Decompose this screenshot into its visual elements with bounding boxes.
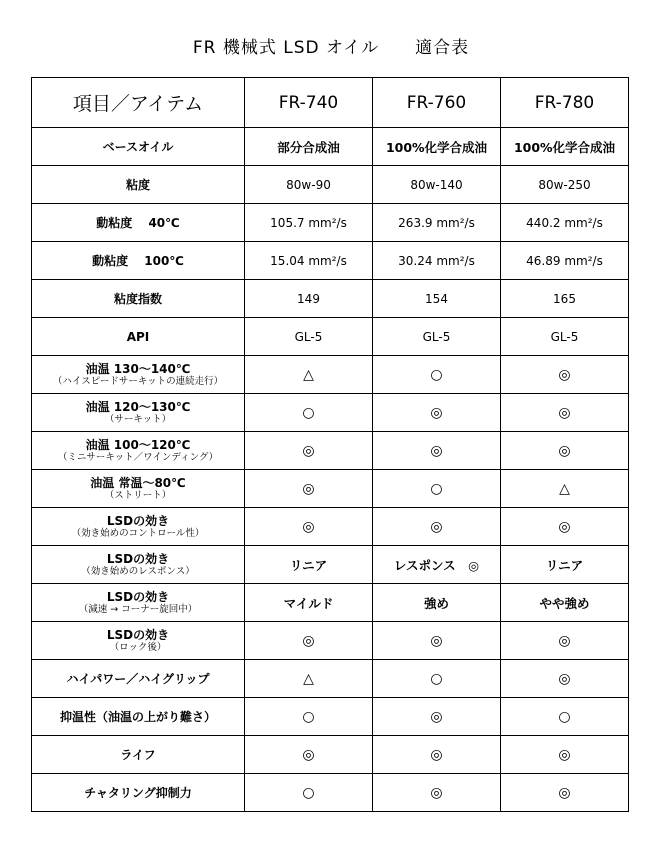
value-cell-fr-760 (373, 698, 501, 736)
header-item: 項目／アイテム (32, 78, 245, 128)
value-cell-fr-740 (245, 318, 373, 356)
value-text: マイルド (283, 595, 334, 611)
row-item-label: 油温 100～120℃ (85, 438, 191, 452)
table-row (32, 432, 629, 470)
value-cell-fr-780 (501, 356, 629, 394)
value-text: 100%化学合成油 (513, 139, 616, 155)
value-cell-fr-760 (373, 204, 501, 242)
row-item-label: 油温 120～130℃ (85, 400, 191, 414)
value-cell-fr-780 (501, 128, 629, 166)
row-item-label: LSDの効き (106, 628, 170, 642)
value-text: 15.04 mm²/s (270, 253, 347, 268)
row-item-label: 粘度指数 (113, 291, 162, 306)
value-text: 263.9 mm²/s (398, 215, 475, 230)
row-item-cell (32, 774, 245, 812)
table-row (32, 584, 629, 622)
value-cell-fr-740 (245, 660, 373, 698)
value-cell-fr-740 (245, 470, 373, 508)
row-item-label: 油温 130～140℃ (85, 362, 191, 376)
value-cell-fr-760 (373, 546, 501, 584)
row-item-note: （ロック後） (109, 642, 167, 653)
row-item-note: （サーキット） (104, 414, 172, 425)
row-item-label: ライフ (120, 747, 156, 762)
value-text: 149 (297, 291, 320, 306)
value-text: レスポンス ◎ (393, 557, 480, 573)
row-item-note: （効き始めのコントロール性） (71, 528, 205, 539)
table-row (32, 774, 629, 812)
header-fr-740: FR-740 (245, 78, 373, 128)
row-item-label: 抑温性（油温の上がり難さ） (59, 709, 216, 724)
value-cell-fr-760 (373, 166, 501, 204)
value-cell-fr-740 (245, 394, 373, 432)
row-item-cell (32, 584, 245, 622)
rating-mark: ◎ (302, 442, 315, 459)
rating-mark: ◎ (558, 366, 571, 383)
row-item-label: チャタリング抑制力 (84, 785, 192, 800)
value-cell-fr-740 (245, 622, 373, 660)
row-item-label: 油温 常温～80℃ (90, 476, 186, 490)
row-item-cell (32, 546, 245, 584)
value-cell-fr-740 (245, 736, 373, 774)
rating-mark: ◎ (302, 480, 315, 497)
table-row (32, 698, 629, 736)
table-row (32, 660, 629, 698)
rating-mark: ◎ (558, 632, 571, 649)
table-row (32, 318, 629, 356)
row-item-note: （ミニサーキット／ワインディング） (57, 452, 219, 463)
value-cell-fr-740 (245, 774, 373, 812)
header-fr-760: FR-760 (373, 78, 501, 128)
rating-mark: ◎ (430, 708, 443, 725)
table-body (32, 128, 629, 812)
row-item-label: 粘度 (125, 177, 150, 192)
row-item-cell (32, 280, 245, 318)
compatibility-table (31, 77, 629, 812)
value-text: 165 (553, 291, 576, 306)
row-item-note: （ストリート） (104, 490, 172, 501)
rating-mark: ○ (430, 480, 443, 497)
value-cell-fr-760 (373, 128, 501, 166)
row-item-label: ハイパワー／ハイグリップ (66, 671, 210, 686)
rating-mark: △ (303, 670, 314, 687)
value-cell-fr-780 (501, 622, 629, 660)
value-text: 100%化学合成油 (385, 139, 488, 155)
value-text: 80w-250 (538, 177, 591, 192)
rating-mark: ○ (302, 708, 315, 725)
value-cell-fr-780 (501, 736, 629, 774)
rating-mark: ◎ (558, 404, 571, 421)
table-row (32, 204, 629, 242)
value-cell-fr-780 (501, 584, 629, 622)
rating-mark: ◎ (302, 746, 315, 763)
table-row (32, 242, 629, 280)
value-cell-fr-760 (373, 280, 501, 318)
row-item-label: 動粘度 100℃ (92, 253, 184, 268)
value-text: 部分合成油 (277, 139, 340, 155)
rating-mark: ○ (302, 784, 315, 801)
rating-mark: ◎ (430, 518, 443, 535)
value-cell-fr-780 (501, 242, 629, 280)
row-item-note: （減速 → コーナー旋回中） (78, 604, 198, 615)
table-row (32, 166, 629, 204)
value-cell-fr-760 (373, 242, 501, 280)
value-cell-fr-780 (501, 660, 629, 698)
row-item-cell (32, 318, 245, 356)
value-cell-fr-760 (373, 356, 501, 394)
rating-mark: ◎ (558, 670, 571, 687)
value-cell-fr-740 (245, 128, 373, 166)
value-cell-fr-740 (245, 584, 373, 622)
value-text: やや強め (539, 595, 590, 611)
value-text: 154 (425, 291, 448, 306)
value-cell-fr-780 (501, 470, 629, 508)
value-cell-fr-760 (373, 432, 501, 470)
table-row (32, 128, 629, 166)
value-cell-fr-760 (373, 508, 501, 546)
document-title: FR 機械式 LSD オイル 適合表 (192, 38, 470, 58)
value-text: リニア (289, 557, 328, 573)
row-item-cell (32, 470, 245, 508)
value-text: GL-5 (294, 329, 323, 344)
value-cell-fr-740 (245, 356, 373, 394)
row-item-cell (32, 736, 245, 774)
row-item-cell (32, 166, 245, 204)
value-cell-fr-780 (501, 280, 629, 318)
table-row (32, 470, 629, 508)
row-item-cell (32, 508, 245, 546)
value-cell-fr-780 (501, 204, 629, 242)
value-cell-fr-780 (501, 546, 629, 584)
row-item-cell (32, 204, 245, 242)
value-text: 105.7 mm²/s (270, 215, 347, 230)
value-cell-fr-780 (501, 774, 629, 812)
value-text: GL-5 (550, 329, 579, 344)
rating-mark: ○ (302, 404, 315, 421)
value-cell-fr-740 (245, 508, 373, 546)
table-row (32, 622, 629, 660)
rating-mark: ◎ (558, 784, 571, 801)
header-row (32, 78, 629, 128)
row-item-note: （ハイスピードサーキットの連続走行） (52, 376, 224, 387)
value-cell-fr-780 (501, 318, 629, 356)
table-row (32, 280, 629, 318)
value-cell-fr-760 (373, 584, 501, 622)
value-cell-fr-740 (245, 698, 373, 736)
value-text: 80w-140 (410, 177, 463, 192)
row-item-cell (32, 660, 245, 698)
value-cell-fr-740 (245, 166, 373, 204)
value-cell-fr-760 (373, 622, 501, 660)
rating-mark: ◎ (302, 518, 315, 535)
row-item-note: （効き始めのレスポンス） (81, 566, 195, 577)
row-item-label: LSDの効き (106, 552, 170, 566)
value-cell-fr-740 (245, 546, 373, 584)
row-item-cell (32, 698, 245, 736)
table-row (32, 736, 629, 774)
value-cell-fr-740 (245, 280, 373, 318)
rating-mark: ◎ (430, 404, 443, 421)
row-item-cell (32, 356, 245, 394)
rating-mark: △ (559, 480, 570, 497)
row-item-label: LSDの効き (106, 590, 170, 604)
row-item-label: ベースオイル (102, 139, 174, 154)
value-cell-fr-780 (501, 432, 629, 470)
rating-mark: △ (303, 366, 314, 383)
rating-mark: ◎ (558, 518, 571, 535)
rating-mark: ◎ (302, 632, 315, 649)
table-row (32, 546, 629, 584)
header-fr-780: FR-780 (501, 78, 629, 128)
value-cell-fr-780 (501, 394, 629, 432)
rating-mark: ○ (430, 670, 443, 687)
value-text: GL-5 (422, 329, 451, 344)
row-item-cell (32, 128, 245, 166)
table-row (32, 508, 629, 546)
value-cell-fr-780 (501, 508, 629, 546)
table-row (32, 356, 629, 394)
value-cell-fr-740 (245, 242, 373, 280)
value-cell-fr-760 (373, 660, 501, 698)
rating-mark: ◎ (430, 442, 443, 459)
value-cell-fr-740 (245, 432, 373, 470)
value-cell-fr-780 (501, 166, 629, 204)
rating-mark: ◎ (430, 784, 443, 801)
row-item-cell (32, 394, 245, 432)
row-item-cell (32, 622, 245, 660)
value-text: 30.24 mm²/s (398, 253, 475, 268)
value-cell-fr-760 (373, 394, 501, 432)
value-cell-fr-760 (373, 736, 501, 774)
row-item-label: LSDの効き (106, 514, 170, 528)
value-cell-fr-760 (373, 318, 501, 356)
rating-mark: ◎ (430, 632, 443, 649)
row-item-label: 動粘度 40℃ (96, 215, 180, 230)
row-item-cell (32, 432, 245, 470)
value-text: 46.89 mm²/s (526, 253, 603, 268)
value-cell-fr-740 (245, 204, 373, 242)
rating-mark: ○ (430, 366, 443, 383)
value-text: 80w-90 (286, 177, 331, 192)
value-text: 強め (423, 595, 449, 611)
rating-mark: ○ (558, 708, 571, 725)
table-row (32, 394, 629, 432)
value-text: リニア (545, 557, 584, 573)
row-item-label: API (126, 329, 150, 344)
value-cell-fr-780 (501, 698, 629, 736)
rating-mark: ◎ (558, 442, 571, 459)
value-cell-fr-760 (373, 774, 501, 812)
rating-mark: ◎ (558, 746, 571, 763)
row-item-cell (32, 242, 245, 280)
value-text: 440.2 mm²/s (526, 215, 603, 230)
value-cell-fr-760 (373, 470, 501, 508)
rating-mark: ◎ (430, 746, 443, 763)
